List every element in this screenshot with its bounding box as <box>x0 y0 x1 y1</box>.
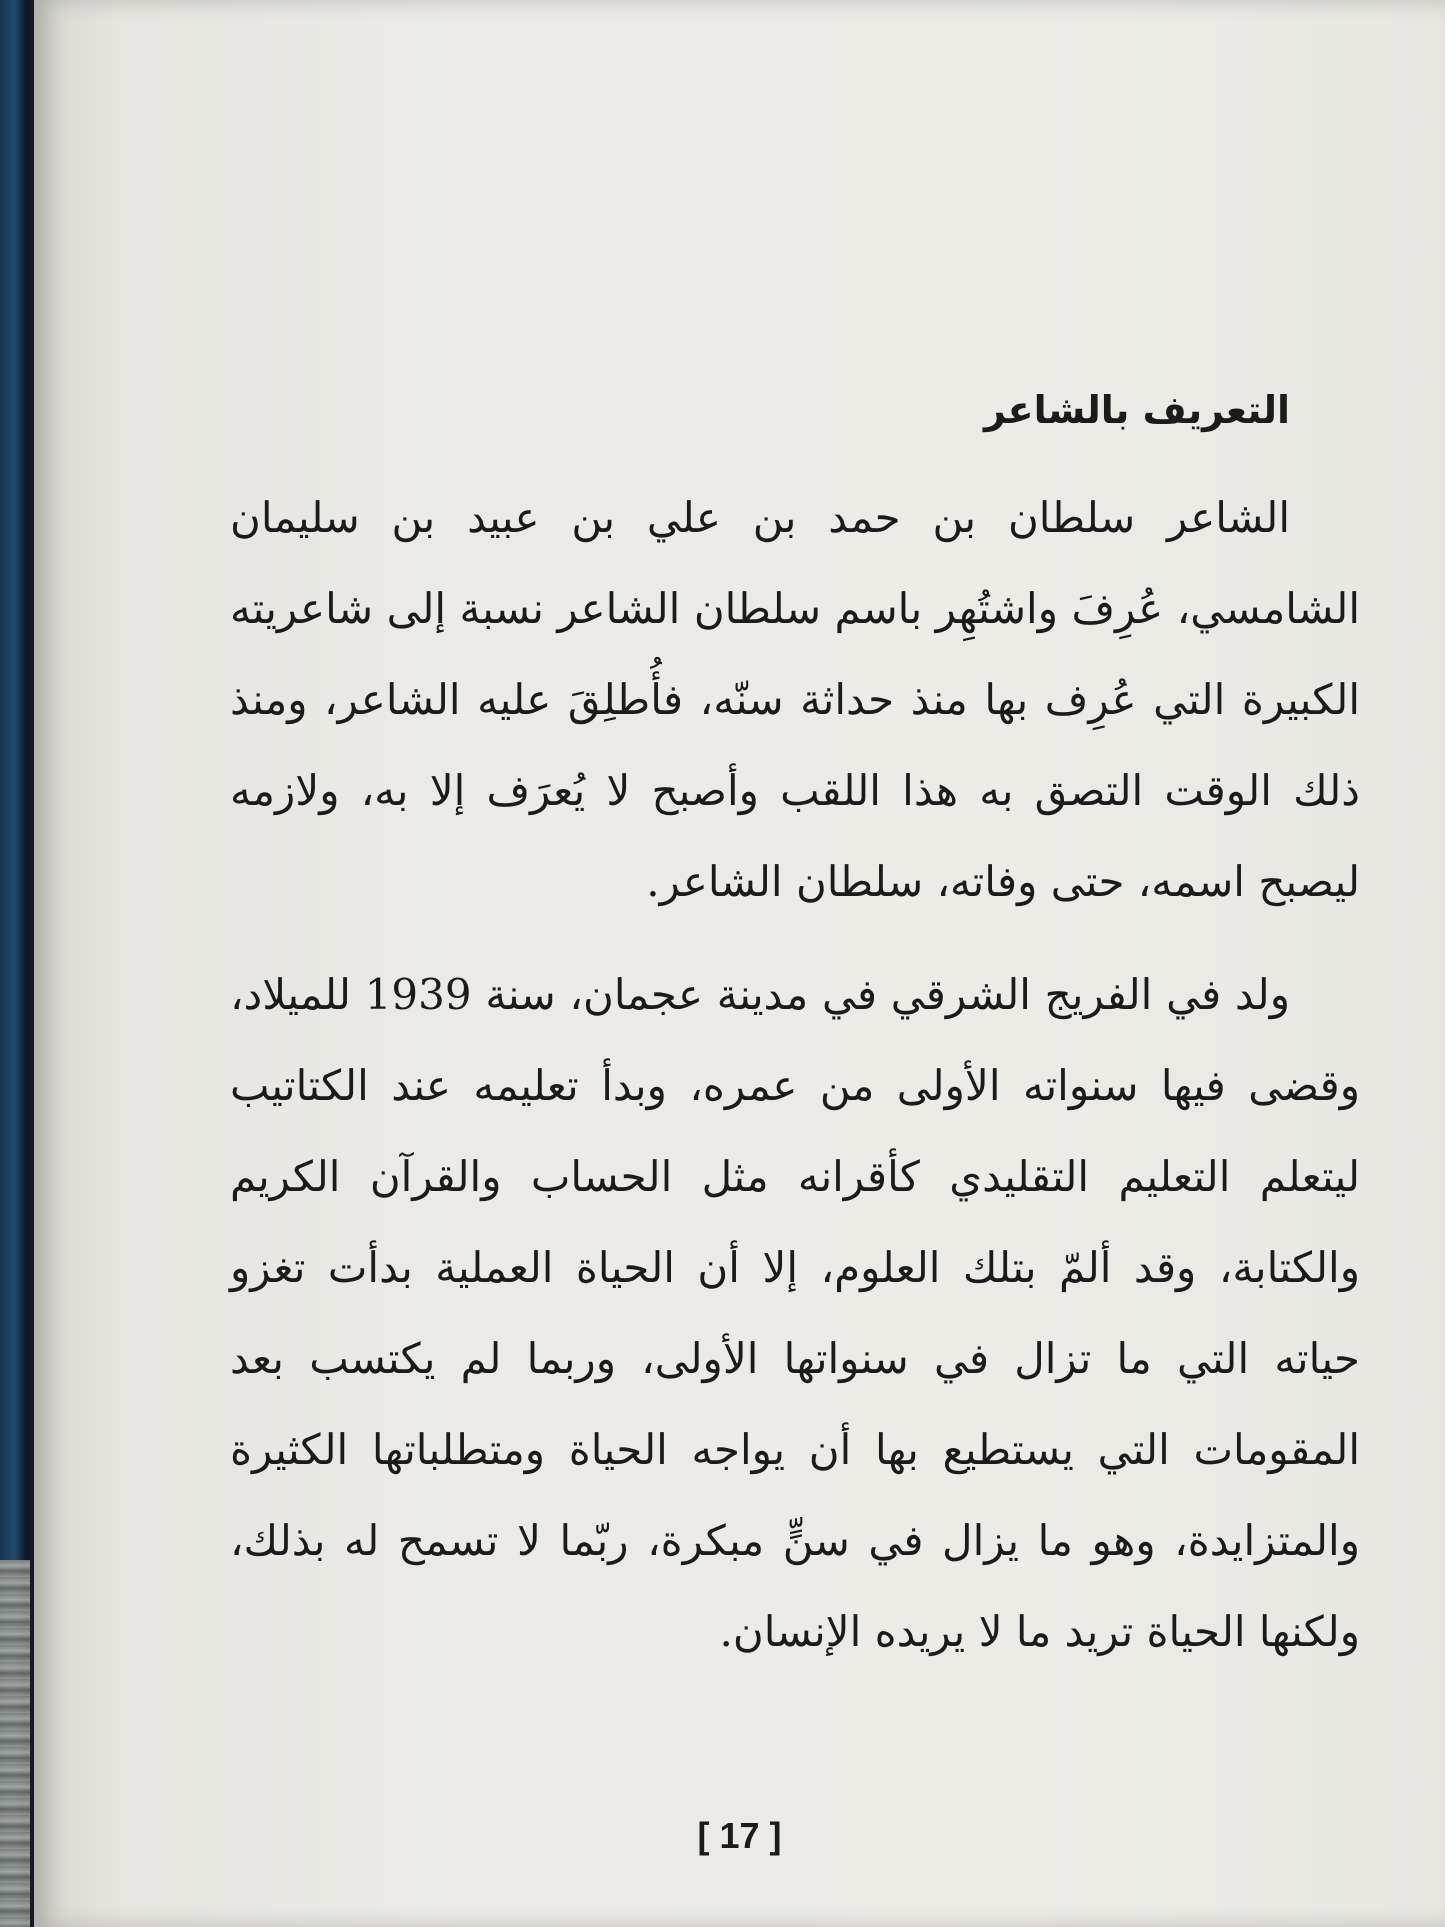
book-spine-edge <box>0 1560 30 1927</box>
paragraph-2: ولد في الفريج الشرقي في مدينة عجمان، سنة 1939 للميلاد، وقضى فيها سنواته الأولى من عمره، وبدأ تعليمه عند الكتاتيب ليتعلم التعليم التقليدي كأقرانه مثل الحساب والقرآن الكريم والكتابة، وقد ألمّ بتلك العلوم، إلا أن الحياة العملية بدأت تغزو حياته التي ما تزال في سنواتها الأولى، وربما لم يكتسب بعد المقومات التي يستطيع بها أن يواجه الحياة ومتطلباتها الكثيرة والمتزايدة، وهو ما يزال في سنٍّ مبكرة، ربّما لا تسمح له بذلك، ولكنها الحياة تريد ما لا يريده الإنسان. <box>230 970 1360 1656</box>
section-heading: التعريف بالشاعر <box>984 388 1290 432</box>
book-page <box>34 0 1445 1927</box>
paragraph-1: الشاعر سلطان بن حمد بن علي بن عبيد بن سليمان الشامسي، عُرِفَ واشتُهِر باسم سلطان الشاعر نسبة إلى شاعريته الكبيرة التي عُرِف بها منذ حداثة سنّه، فأُطلِقَ عليه الشاعر، ومنذ ذلك الوقت التصق به هذا اللقب وأصبح لا يُعرَف إلا به، ولازمه ليصبح اسمه، حتى وفاته، سلطان الشاعر. <box>230 493 1360 906</box>
page-number: [ 17 ] <box>697 1815 782 1856</box>
page-text-block <box>230 380 1360 1699</box>
